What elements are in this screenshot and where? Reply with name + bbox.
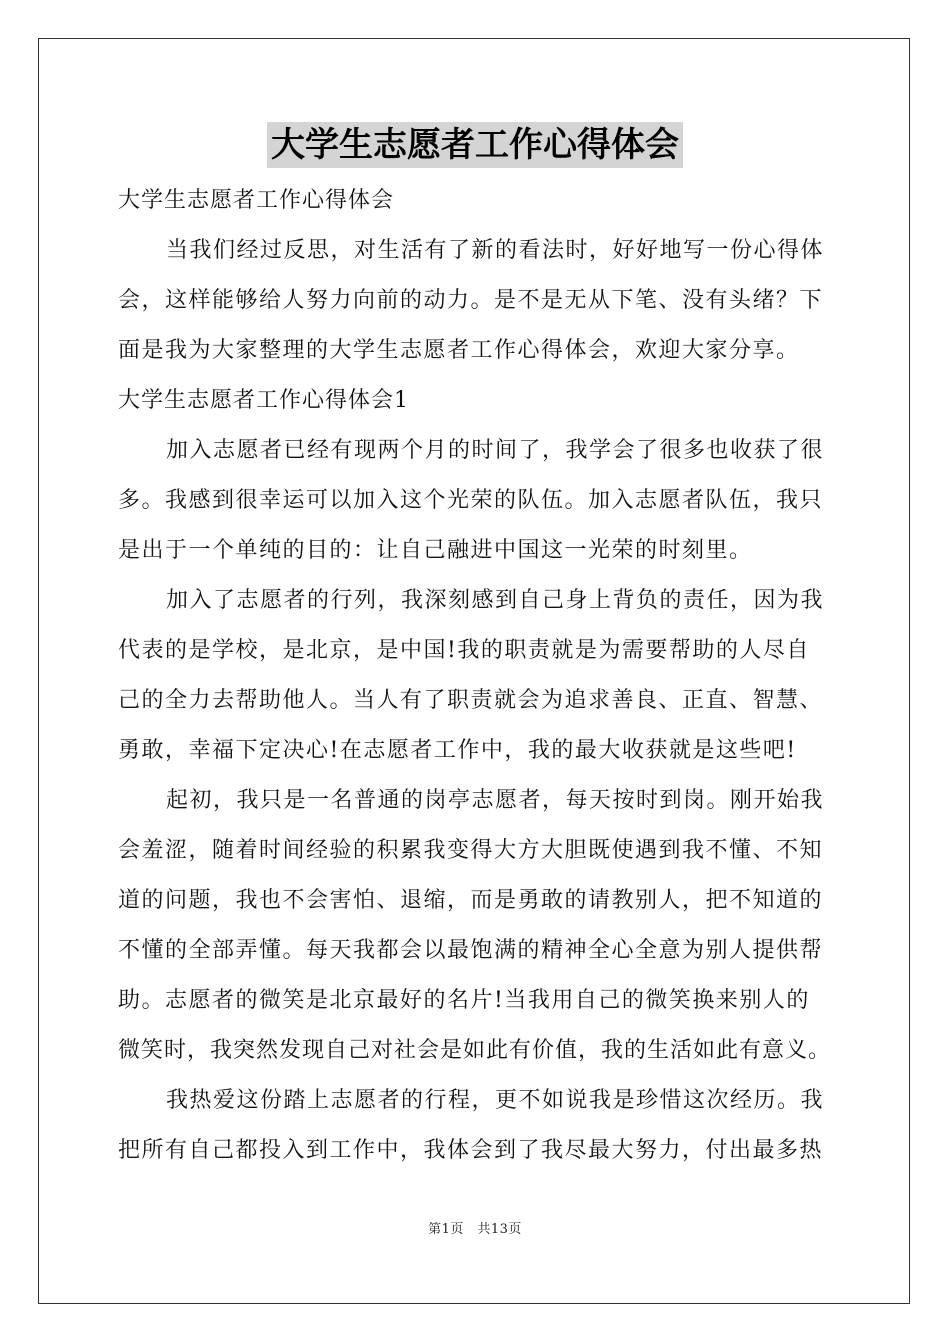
text-line: 面是我为大家整理的大学生志愿者工作心得体会，欢迎大家分享。 [118, 338, 800, 363]
text-line: 加入志愿者已经有现两个月的时间了，我学会了很多也收获了很 [166, 438, 825, 463]
text-line: 把所有自己都投入到工作中，我体会到了我尽最大努力，付出最多热 [118, 1138, 824, 1163]
title-area [0, 122, 950, 168]
text-line: 己的全力去帮助他人。当人有了职责就会为追求善良、正直、智慧、 [118, 688, 824, 713]
text-line: 起初，我只是一名普通的岗亭志愿者，每天按时到岗。刚开始我 [166, 788, 825, 813]
text-line: 我热爱这份踏上志愿者的行程，更不如说我是珍惜这次经历。我 [166, 1088, 825, 1113]
text-line: 会羞涩，随着时间经验的积累我变得大方大胆既使遇到我不懂、不知 [118, 838, 824, 863]
text-line: 是出于一个单纯的目的：让自己融进中国这一光荣的时刻里。 [118, 538, 753, 563]
page-number-footer: 第1页 共13页 [428, 1222, 522, 1237]
text-line: 微笑时，我突然发现自己对社会是如此有价值，我的生活如此有意义。 [118, 1038, 832, 1063]
text-line: 大学生志愿者工作心得体会1 [118, 388, 409, 413]
text-line: 代表的是学校，是北京，是中国!我的职责就是为需要帮助的人尽自 [118, 638, 810, 663]
text-line: 不懂的全部弄懂。每天我都会以最饱满的精神全心全意为别人提供帮 [118, 938, 824, 963]
text-line: 大学生志愿者工作心得体会 [118, 188, 395, 213]
text-line: 助。志愿者的微笑是北京最好的名片!当我用自己的微笑换来别人的 [118, 988, 810, 1013]
text-line: 加入了志愿者的行列，我深刻感到自己身上背负的责任，因为我 [166, 588, 825, 613]
document-body [118, 176, 834, 1176]
document-title: 大学生志愿者工作心得体会 [267, 122, 683, 168]
text-line: 勇敢，幸福下定决心!在志愿者工作中，我的最大收获就是这些吧! [118, 738, 797, 763]
text-line: 当我们经过反思，对生活有了新的看法时，好好地写一份心得体 [166, 238, 825, 263]
text-line: 会，这样能够给人努力向前的动力。是不是无从下笔、没有头绪？下 [118, 288, 824, 313]
text-line: 多。我感到很幸运可以加入这个光荣的队伍。加入志愿者队伍，我只 [118, 488, 824, 513]
text-line: 道的问题，我也不会害怕、退缩，而是勇敢的请教别人，把不知道的 [118, 888, 824, 913]
